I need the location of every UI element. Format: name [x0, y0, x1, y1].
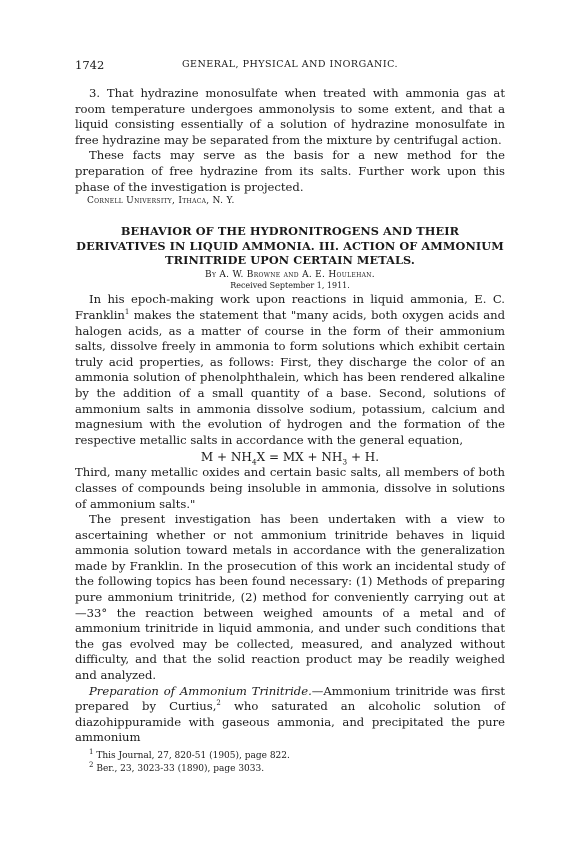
previous-article-affiliation: Cornell University, Ithaca, N. Y. — [87, 196, 235, 207]
page-body — [75, 86, 505, 775]
intro-text-start: In his epoch-making work upon reactions in liquid ammonia, E. C. Franklin — [75, 292, 505, 322]
intro-paragraph — [75, 292, 505, 448]
page-number: 1742 — [75, 58, 105, 72]
footnote-1: $^1$ This Journal, 27, 820-51 (1905), page 822. — [89, 748, 290, 761]
preparation-paragraph — [75, 684, 505, 746]
article-byline: By A. W. Browne and A. E. Houlehan. — [205, 270, 375, 281]
footnote-ref-1: 1 — [124, 308, 130, 317]
running-title: GENERAL, PHYSICAL AND INORGANIC. — [181, 59, 399, 70]
article-title: BEHAVIOR OF THE HYDRONITROGENS AND THEIR DERIVATIVES IN LIQUID AMMONIA. III. ACTION OF AMMONIUM TRINITRIDE UPON CERTAIN METALS. — [76, 224, 504, 267]
page-header — [75, 58, 505, 76]
received-date: Received September 1, 1911. — [230, 281, 350, 291]
intro-paragraph-continued: Third, many metallic oxides and certain basic salts, all members of both classes of compounds being insoluble in ammonia, dissolve in solutions of ammonium salts." — [75, 465, 505, 511]
preparation-text-start: —Ammonium trinitride was first prepared by Curtius, — [75, 683, 505, 714]
footnotes — [75, 750, 505, 775]
general-equation: $M + NH_4X$ = MX + $NH_3 + H$. — [200, 450, 380, 467]
footnote-2: $^2$ Ber., 23, 3023-33 (1890), page 3033. — [89, 760, 265, 774]
section-heading-preparation: Preparation of Ammonium Trinitride. — [89, 683, 312, 698]
footnote-ref-2: 2 — [216, 699, 221, 708]
investigation-paragraph: The present investigation has been undertaken with a view to ascertaining whether or not ammonium trinitride behaves in liquid ammonia solution toward metals in accordance with the generalization made by Franklin. In the prosecution of this work an incidental study of the following topics has been found necessary: (1) Methods of preparing pure ammonium trinitride, (2) method for conveniently carrying out at —33° the reaction between weighed amounts of a metal and of ammonium trinitride in liquid ammonia, and under such conditions that the gas evolved may be collected, measured, and analyzed without difficulty, and that the solid reaction product may be readily weighed and analyzed. — [75, 512, 505, 683]
preparation-text-rest: who saturated an alcoholic solution of diazohippuramide with gaseous ammonia, and precipitated the pure ammonium — [75, 699, 505, 745]
previous-article-conclusion-3: 3. That hydrazine monosulfate when treated with ammonia gas at room temperature undergoes ammonolysis to some extent, and that a liquid consisting essentially of a solution of hydrazine monosulfate in free hydrazine may be separated from the mixture by centrifugal action. — [75, 86, 505, 147]
intro-text-quote: makes the statement that "many acids, both oxygen acids and halogen acids, as a matter of course in the form of their ammonium salts, dissolve freely in ammonia to form solutions which exhibit certain truly acid properties, as follows: First, they discharge the color of an ammonia solution of phenolphthalein, which has been rendered alkaline by the addition of a small quantity of a base. Second, solutions of ammonium salts in ammonia dissolve sodium, potassium, calcium and magnesium with the evolution of hydrogen and the formation of the respective metallic salts in accordance with the general equation, — [75, 307, 505, 447]
previous-article-summary: These facts may serve as the basis for a new method for the preparation of free hydrazine from its salts. Further work upon this phase of the investigation is projected. — [75, 148, 505, 194]
